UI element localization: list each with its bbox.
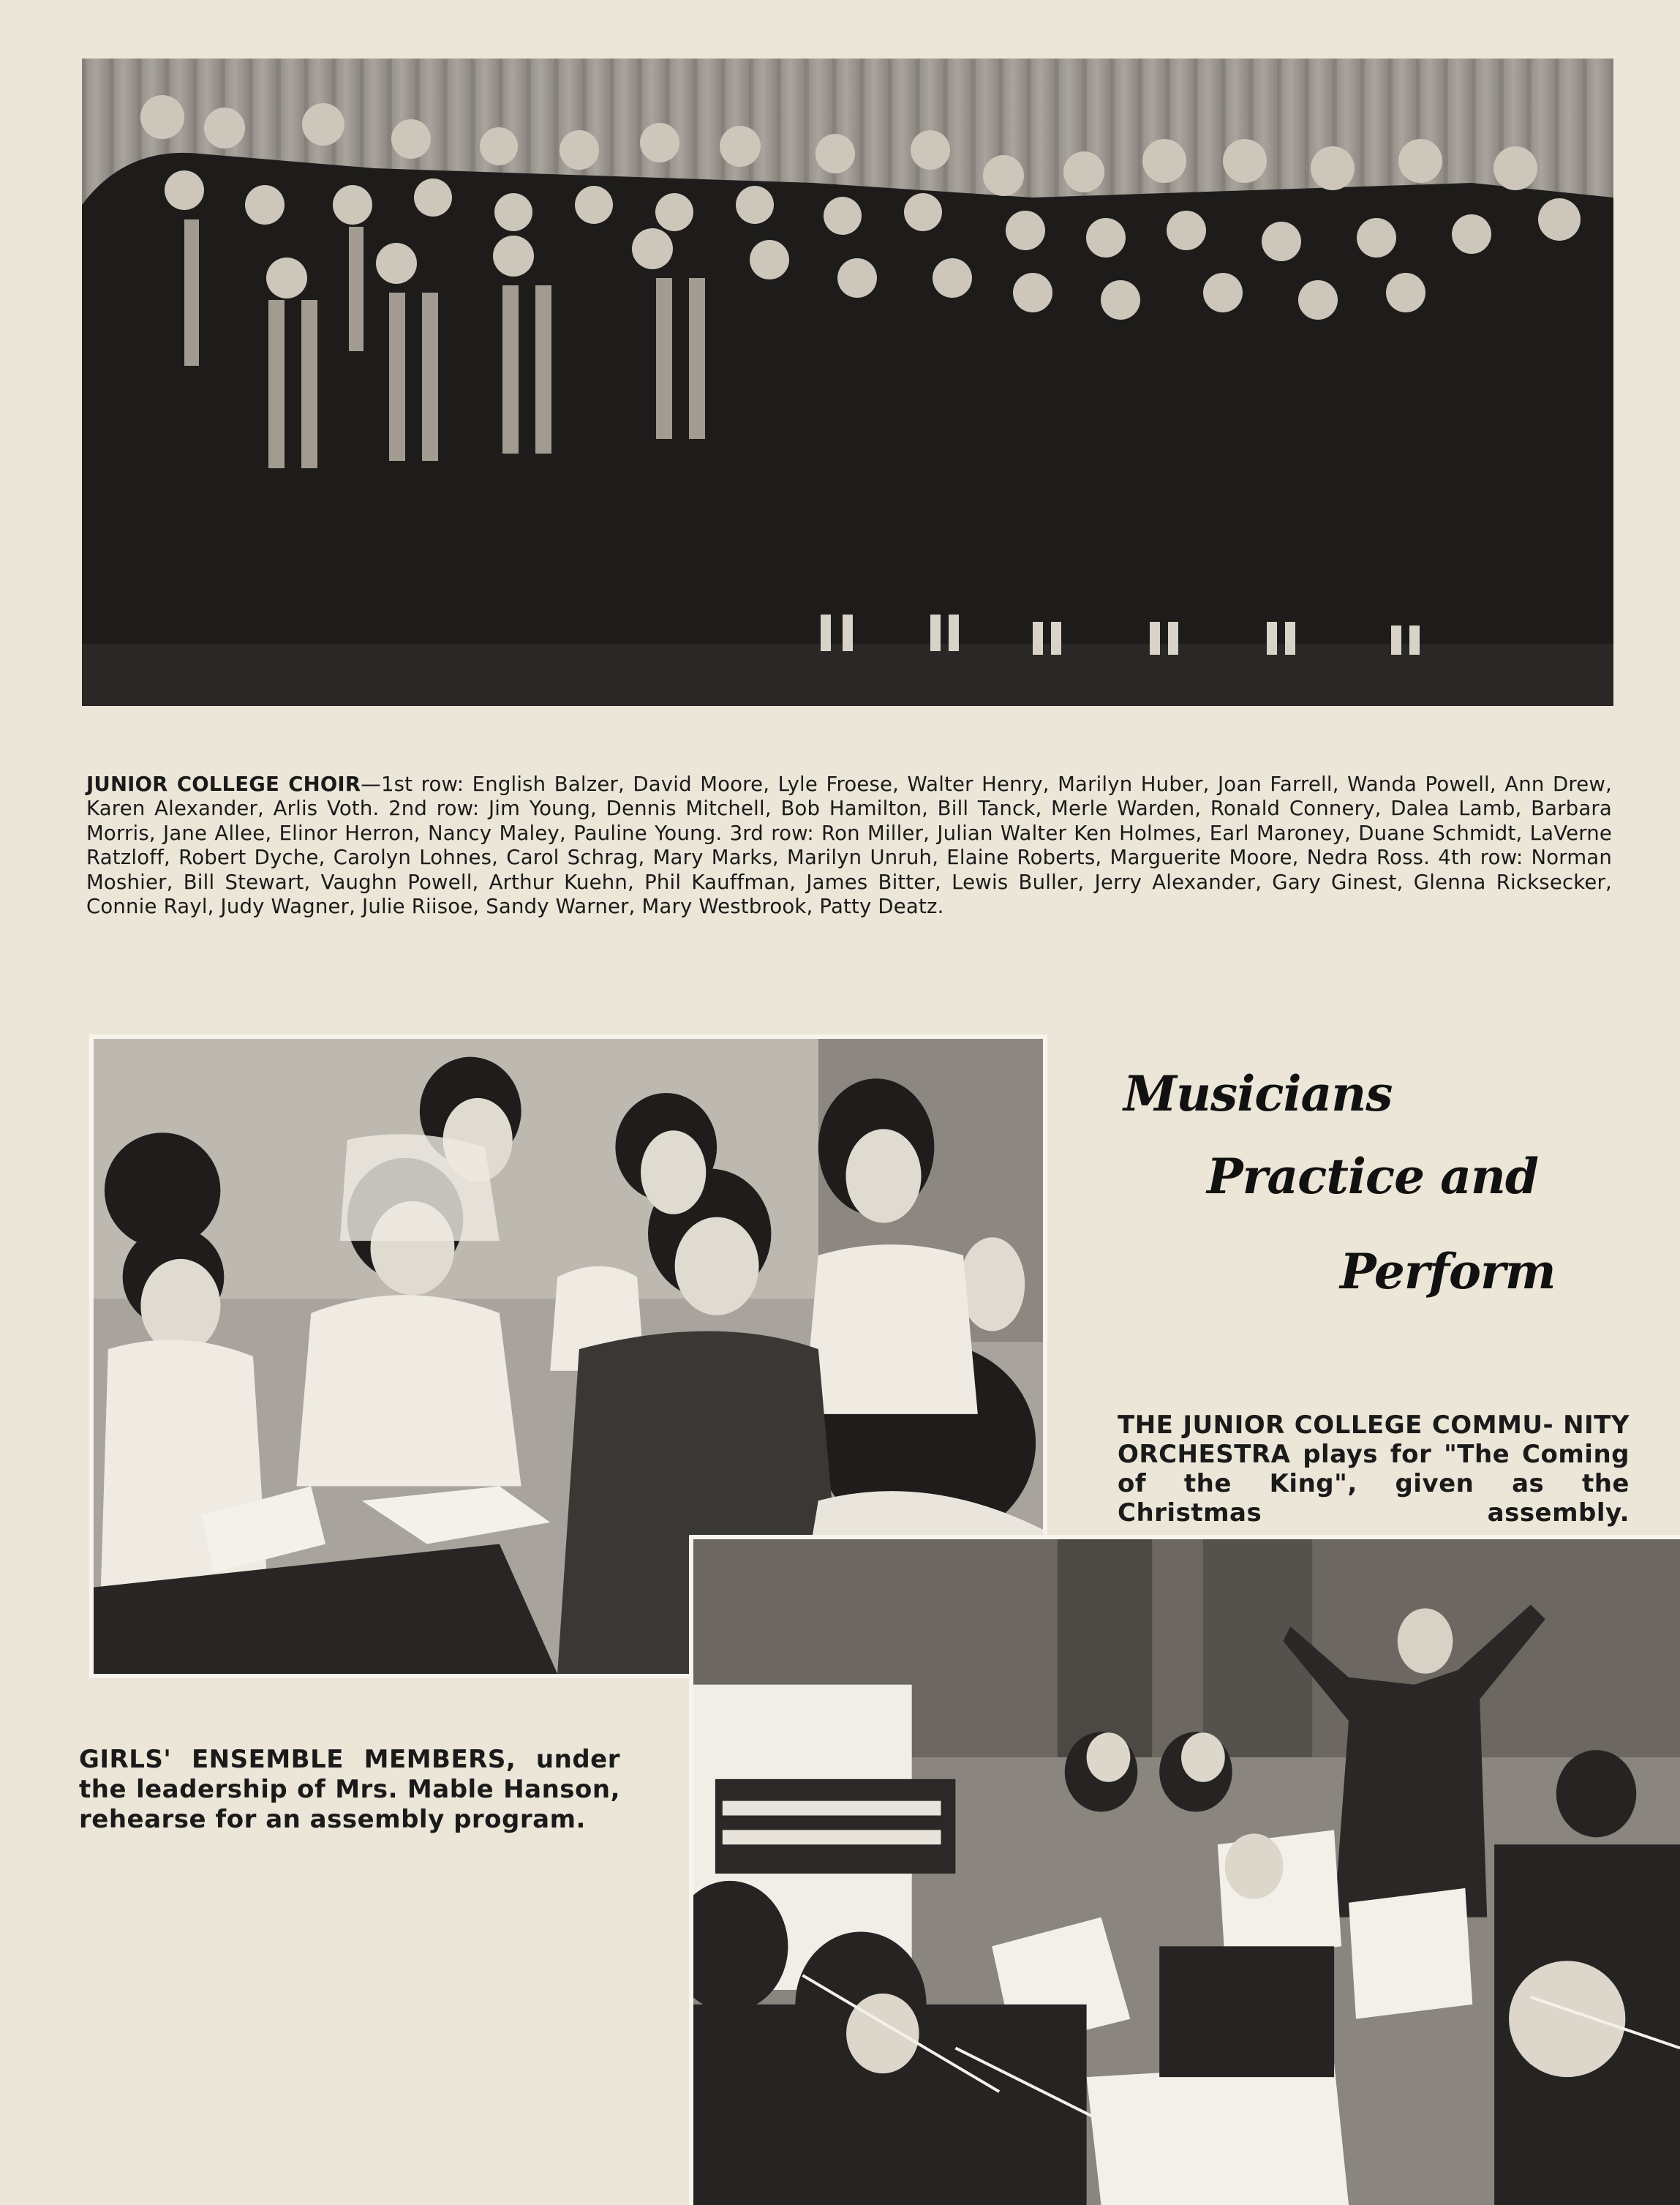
heading-line-3: Perform xyxy=(1340,1243,1556,1300)
orchestra-photo xyxy=(689,1535,1680,2205)
heading-line-2: Practice and xyxy=(1207,1148,1538,1205)
choir-photo xyxy=(82,59,1613,706)
choir-caption xyxy=(86,773,1612,920)
orchestra-rehearsal-photo-icon xyxy=(693,1539,1680,2205)
orchestra-caption: THE JUNIOR COLLEGE COMMU- NITY ORCHESTRA plays for "The Coming of the King", given as the Christmas assembly. xyxy=(1118,1410,1630,1528)
choir-caption-body: —1st row: English Balzer, David Moore, Lyle Froese, Walter Henry, Marilyn Huber, Joan Farrell, Wanda Powell, Ann Drew, Karen Alexander, Arlis Voth. 2nd row: Jim Young, Dennis Mitchell, Bob Hamilton, Bill Tanck, Merle Warden, Ronald Connery, Dalea Lamb, Barbara Morris, Jane Allee, Elinor Herron, Nancy Maley, Pauline Young. 3rd row: Ron Miller, Julian Walter Ken Holmes, Earl Maroney, Duane Schmidt, LaVerne Ratzloff, Robert Dyche, Carolyn Lohnes, Carol Schrag, Mary Marks, Marilyn Unruh, Elaine Roberts, Marguerite Moore, Nedra Ross. 4th row: Norman Moshier, Bill Stewart, Vaughn Powell, Arthur Kuehn, Phil Kauffman, James Bitter, Lewis Buller, Jerry Alexander, Gary Ginest, Glenna Ricksecker, Connie Rayl, Judy Wagner, Julie Riisoe, Sandy Warner, Mary Westbrook, Patty Deatz. xyxy=(86,772,1612,918)
choir-caption-lead: JUNIOR COLLEGE CHOIR xyxy=(86,772,361,796)
ensemble-caption: GIRLS' ENSEMBLE MEMBERS, under the leadership of Mrs. Mable Hanson, rehearse for an assembly program. xyxy=(79,1745,620,1834)
choir-group-photo-icon xyxy=(82,59,1613,706)
heading-line-1: Musicians xyxy=(1123,1065,1393,1122)
